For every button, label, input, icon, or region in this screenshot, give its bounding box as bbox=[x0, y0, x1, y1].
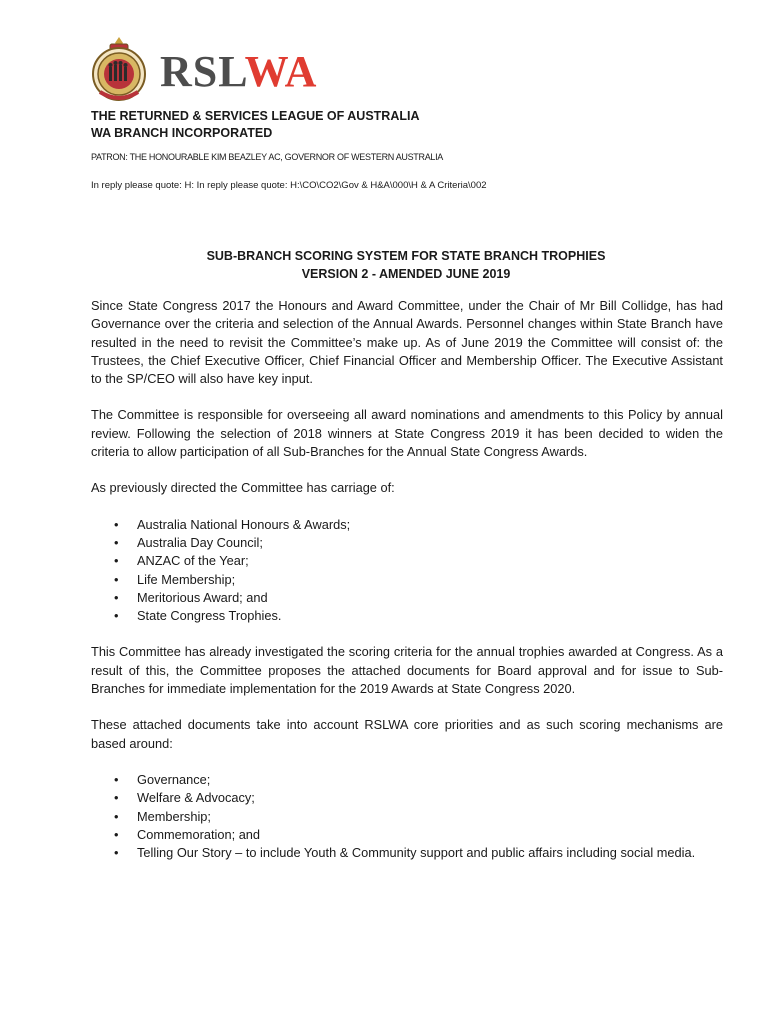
document-body bbox=[91, 297, 723, 880]
list-item: • Meritorious Award; and bbox=[137, 589, 723, 607]
list-item: • State Congress Trophies. bbox=[137, 607, 723, 625]
brand-wordmark bbox=[160, 47, 318, 96]
priorities-list bbox=[91, 771, 723, 862]
bullet-icon: • bbox=[114, 845, 119, 861]
reply-reference: In reply please quote: H: In reply please quote: H:\CO\CO2\Gov & H&A\000\H & A Criteria\002 bbox=[91, 180, 487, 191]
bullet-icon: • bbox=[114, 808, 119, 824]
bullet-icon: • bbox=[114, 534, 119, 550]
list-item: • Australia Day Council; bbox=[137, 534, 723, 552]
paragraph-core-priorities: These attached documents take into account RSLWA core priorities and as such scoring mechanisms are based around: bbox=[91, 717, 723, 751]
list-item: • Welfare & Advocacy; bbox=[137, 789, 723, 807]
list-item: • Commemoration; and bbox=[137, 826, 723, 844]
bullet-icon: • bbox=[114, 589, 119, 605]
bullet-icon: • bbox=[114, 608, 119, 624]
patron-line: PATRON: THE HONOURABLE KIM BEAZLEY AC, GOVERNOR OF WESTERN AUSTRALIA bbox=[91, 152, 444, 162]
bullet-icon: • bbox=[114, 790, 119, 806]
document-title bbox=[91, 247, 721, 283]
paragraph-committee-responsibility: The Committee is responsible for overseeing all award nominations and amendments to this Policy by annual review. Following the selection of 2018 winners at State Congress 2019 it has been decided to widen the criteria to allow participation of all Sub-Branches for the Annual State Congress Awards. bbox=[91, 407, 723, 460]
bullet-icon: • bbox=[114, 516, 119, 532]
list-item: • Life Membership; bbox=[137, 571, 723, 589]
bullet-icon: • bbox=[114, 571, 119, 587]
org-line-2: WA BRANCH INCORPORATED bbox=[91, 126, 273, 140]
bullet-icon: • bbox=[114, 771, 119, 787]
brand-rsl: RSL bbox=[160, 47, 245, 96]
header-logo bbox=[88, 34, 317, 106]
title-line-1: SUB-BRANCH SCORING SYSTEM FOR STATE BRANCH TROPHIES bbox=[206, 249, 606, 263]
list-item: • Governance; bbox=[137, 771, 723, 789]
list-item: • Telling Our Story – to include Youth & Community support and public affairs including social media. bbox=[137, 844, 723, 862]
paragraph-committee-history: Since State Congress 2017 the Honours and Award Committee, under the Chair of Mr Bill Collidge, has had Governance over the criteria and selection of the Annual Awards. Personnel changes within State Branch have resulted in the need to revisit the Committee’s make up. As of June 2019 the Committee will consist of: the Trustees, the Chief Executive Officer, Chief Financial Officer and Membership Officer. The Executive Assistant to the SP/CEO will also have key input. bbox=[91, 298, 723, 387]
bullet-icon: • bbox=[114, 826, 119, 842]
brand-wa: WA bbox=[244, 47, 318, 96]
list-item: • ANZAC of the Year; bbox=[137, 552, 723, 570]
list-item: • Membership; bbox=[137, 808, 723, 826]
paragraph-carriage-intro: As previously directed the Committee has carriage of: bbox=[91, 480, 395, 496]
carriage-list bbox=[91, 516, 723, 626]
bullet-icon: • bbox=[114, 553, 119, 569]
paragraph-scoring-investigation: This Committee has already investigated the scoring criteria for the annual trophies awarded at Congress. As a result of this, the Committee proposes the attached documents for Board approval and for issue to Sub-Branches for immediate implementation for the 2019 Awards at State Congress 2020. bbox=[91, 644, 723, 697]
title-line-2: VERSION 2 - AMENDED JUNE 2019 bbox=[301, 267, 511, 281]
list-item: • Australia National Honours & Awards; bbox=[137, 516, 723, 534]
rsl-badge-icon bbox=[88, 34, 150, 106]
org-line-1: THE RETURNED & SERVICES LEAGUE OF AUSTRALIA bbox=[91, 109, 420, 123]
organisation-name bbox=[91, 108, 420, 142]
